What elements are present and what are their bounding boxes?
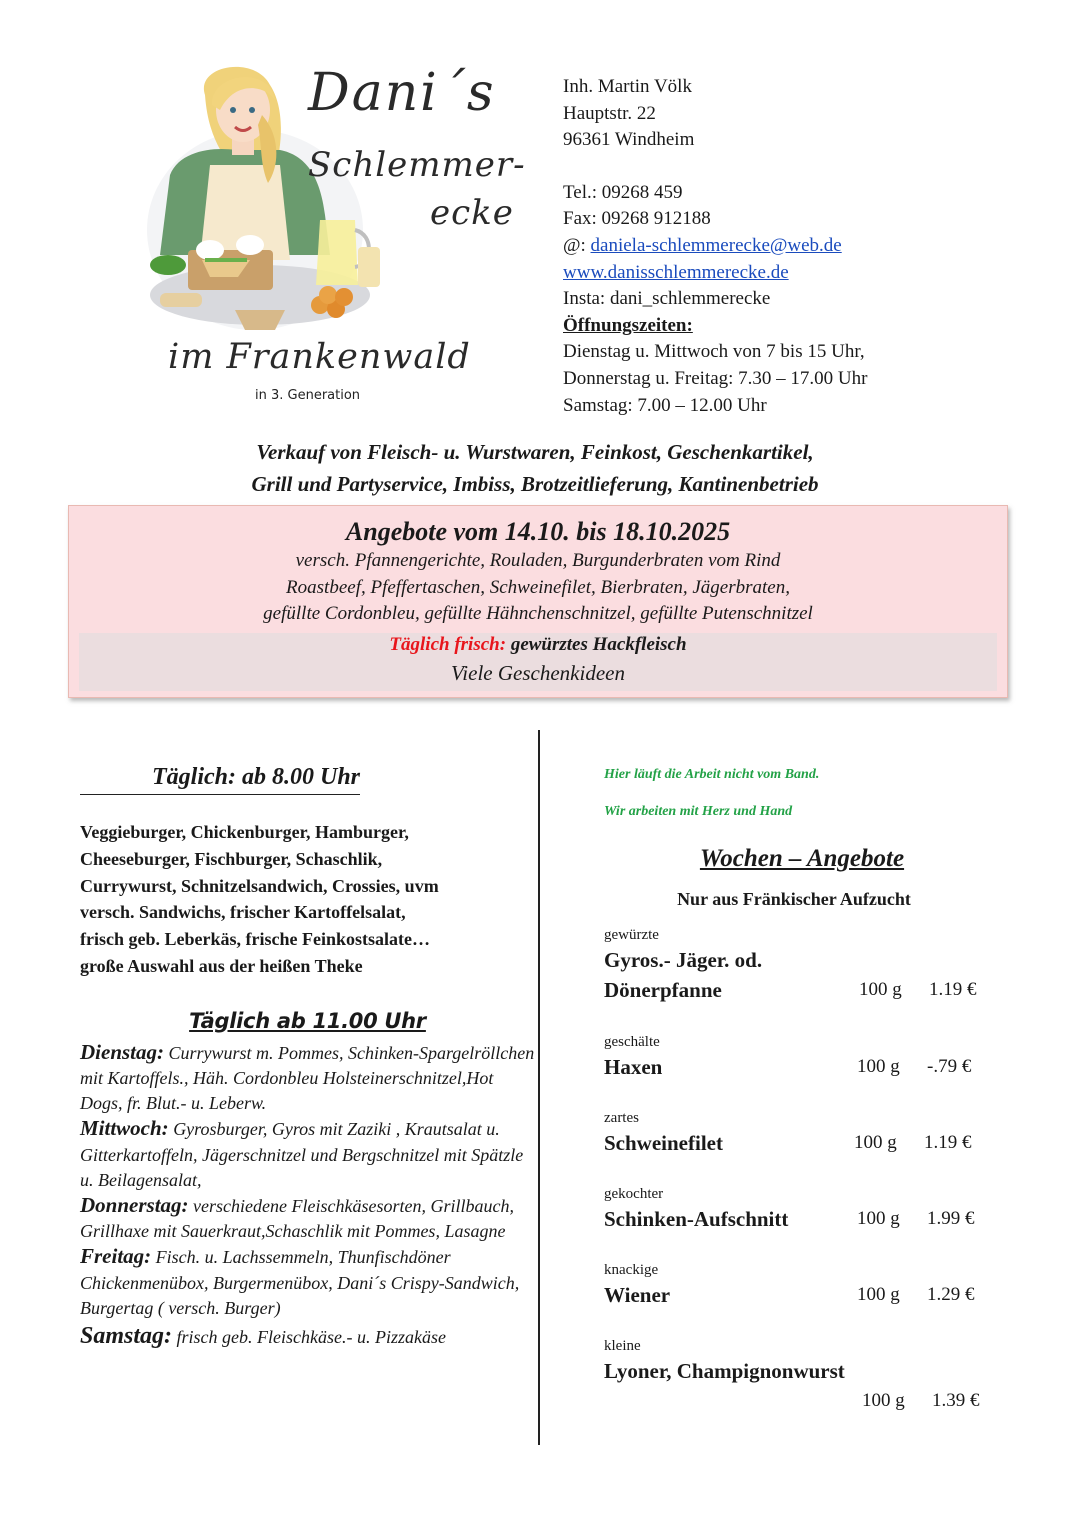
deal-name: Lyoner, Champignonwurst	[604, 1359, 845, 1383]
website-link[interactable]: www.danisschlemmerecke.de	[563, 261, 789, 283]
deal-name: Schinken-Aufschnitt	[604, 1207, 789, 1231]
daily-fresh-item: gewürztes Hackfleisch	[506, 634, 687, 655]
shop-logo	[140, 55, 540, 415]
email-prefix: @:	[563, 234, 591, 256]
deal-adjective: gekochter	[604, 1186, 664, 1202]
logo-ecke-text: ecke	[430, 193, 514, 233]
daily-from-11-heading: Täglich ab 11.00 Uhr	[189, 1008, 426, 1033]
offer-item: gefüllte Cordonbleu, gefüllte Hähnchenschnitzel, gefüllte Putenschnitzel	[263, 603, 813, 624]
deal-name: Wiener	[604, 1283, 671, 1307]
weekday-label: Dienstag:	[80, 1039, 164, 1064]
deal-price: 1.39 €	[932, 1390, 980, 1411]
weekday-dishes: Currywurst m. Pommes, Schinken-Spargelröllchen mit Kartoffels., Häh. Cordonbleu Holsteinerschnitzel,Hot Dogs, fr. Blut.- u. Leberw.	[80, 1042, 535, 1114]
weekday-entry	[80, 1116, 535, 1193]
weekly-deals-column	[604, 765, 1004, 1416]
deal-adjective: zartes	[604, 1110, 639, 1126]
weekday-menu	[80, 1040, 535, 1350]
list-item: versch. Sandwichs, frischer Kartoffelsalat,	[80, 902, 406, 923]
deal-adjective: geschälte	[604, 1034, 660, 1050]
tagline-line: Grill und Partyservice, Imbiss, Brotzeitlieferung, Kantinenbetrieb	[251, 472, 819, 496]
column-divider	[538, 730, 540, 1445]
deal-price: 1.19 €	[929, 979, 977, 1000]
daily-fresh-label: Täglich frisch:	[389, 634, 507, 655]
deal-name: Haxen	[604, 1055, 663, 1079]
gift-ideas: Viele Geschenkideen	[451, 661, 625, 685]
deal-item	[604, 1260, 1004, 1336]
deal-price: 1.99 €	[927, 1208, 975, 1229]
deal-price: 1.29 €	[927, 1284, 975, 1305]
daily-menu-column	[80, 760, 535, 1350]
deal-adjective: knackige	[604, 1262, 659, 1278]
tagline-line: Verkauf von Fleisch- u. Wurstwaren, Feinkost, Geschenkartikel,	[256, 440, 814, 464]
weekday-dishes: frisch geb. Fleischkäse.- u. Pizzakäse	[172, 1327, 446, 1348]
list-item: Cheeseburger, Fischburger, Schaschlik,	[80, 848, 383, 869]
deal-quantity: 100 g	[857, 1208, 900, 1229]
deal-quantity: 100 g	[854, 1132, 897, 1153]
weekly-offers-box	[68, 505, 1008, 698]
weekday-label: Freitag:	[80, 1244, 152, 1269]
deal-price: -.79 €	[927, 1056, 972, 1077]
offer-item: versch. Pfannengerichte, Rouladen, Burgunderbraten vom Rind	[295, 550, 781, 571]
website-line	[563, 260, 867, 287]
opening-hours-title: Öffnungszeiten:	[563, 314, 693, 336]
weekday-entry	[80, 1244, 535, 1321]
weekday-entry	[80, 1040, 535, 1117]
deal-item	[604, 1184, 1004, 1260]
email-line	[563, 233, 867, 260]
logo-generation-text: in 3. Generation	[255, 388, 361, 403]
offers-title: Angebote vom 14.10. bis 18.10.2025	[345, 517, 731, 546]
deal-name: Dönerpfanne	[604, 978, 722, 1002]
motto-line: Wir arbeiten mit Herz und Hand	[604, 804, 793, 819]
weekday-dishes: Gyrosburger, Gyros mit Zaziki , Krautsalat u. Gitterkartoffeln, Jägerschnitzel und Bergschnitzel mit Spätzle u. Beilagensalat,	[80, 1119, 524, 1190]
list-item: Veggieburger, Chickenburger, Hamburger,	[80, 822, 409, 842]
weekday-dishes: verschiedene Fleischkäsesorten, Grillbauch, Grillhaxe mit Sauerkraut,Schaschlik mit Pommes, Lasagne	[80, 1196, 514, 1242]
deal-item	[604, 925, 1004, 1032]
weekday-dishes: Fisch. u. Lachssemmeln, Thunfischdöner Chickenmenübox, Burgermenübox, Dani´s Crispy-Sandwich, Burgertag ( versch. Burger)	[80, 1247, 520, 1318]
list-item: große Auswahl aus der heißen Theke	[80, 955, 363, 976]
deal-item	[604, 1336, 1004, 1416]
daily-menu-list	[80, 819, 535, 980]
list-item: Currywurst, Schnitzelsandwich, Crossies, uvm	[80, 875, 439, 896]
list-item: frisch geb. Leberkäs, frische Feinkostsalate…	[80, 929, 430, 950]
city-address: 96361 Windheim	[563, 129, 695, 151]
deal-quantity: 100 g	[859, 979, 902, 1000]
daily-from-8-heading: Täglich: ab 8.00 Uhr	[80, 760, 360, 795]
phone-number: Tel.: 09268 459	[563, 181, 683, 203]
owner-name: Inh. Martin Völk	[563, 76, 692, 97]
deal-adjective: gewürzte	[604, 927, 659, 943]
fax-number: Fax: 09268 912188	[563, 208, 711, 230]
weekday-entry	[80, 1324, 535, 1350]
email-link[interactable]: daniela-schlemmerecke@web.de	[590, 234, 842, 256]
weekday-label: Donnerstag:	[80, 1193, 189, 1217]
weekday-label: Mittwoch:	[80, 1116, 169, 1141]
deal-quantity: 100 g	[862, 1390, 905, 1411]
deal-item	[604, 1108, 1004, 1184]
deal-adjective: kleine	[604, 1338, 641, 1354]
street-address: Hauptstr. 22	[563, 102, 656, 124]
offer-item: Roastbeef, Pfeffertaschen, Schweinefilet, Bierbraten, Jägerbraten,	[286, 576, 790, 598]
instagram-handle: Insta: dani_schlemmerecke	[563, 288, 771, 310]
motto-line: Hier läuft die Arbeit nicht vom Band.	[604, 767, 820, 782]
deal-price: 1.19 €	[924, 1132, 972, 1153]
origin-note: Nur aus Fränkischer Aufzucht	[677, 889, 911, 909]
opening-hours-line: Donnerstag u. Freitag: 7.30 – 17.00 Uhr	[563, 367, 868, 389]
deal-name: Schweinefilet	[604, 1131, 723, 1155]
weekday-label: Samstag:	[80, 1323, 173, 1350]
logo-frankenwald-text: im Frankenwald	[168, 337, 471, 377]
weekday-entry	[80, 1193, 535, 1244]
deal-quantity: 100 g	[857, 1056, 900, 1077]
daily-fresh-line	[69, 631, 1007, 659]
deal-quantity: 100 g	[857, 1284, 900, 1305]
opening-hours-line: Dienstag u. Mittwoch von 7 bis 15 Uhr,	[563, 341, 865, 363]
services-tagline	[0, 436, 1070, 500]
deal-item	[604, 1032, 1004, 1108]
logo-schlemmer-text: Schlemmer-	[308, 145, 526, 185]
weekly-deals-heading: Wochen – Angebote	[699, 845, 905, 872]
opening-hours-line: Samstag: 7.00 – 12.00 Uhr	[563, 394, 767, 416]
deal-name: Gyros.- Jäger. od.	[604, 948, 763, 972]
contact-block	[563, 74, 867, 419]
logo-dani-text: Dani´s	[308, 63, 496, 123]
